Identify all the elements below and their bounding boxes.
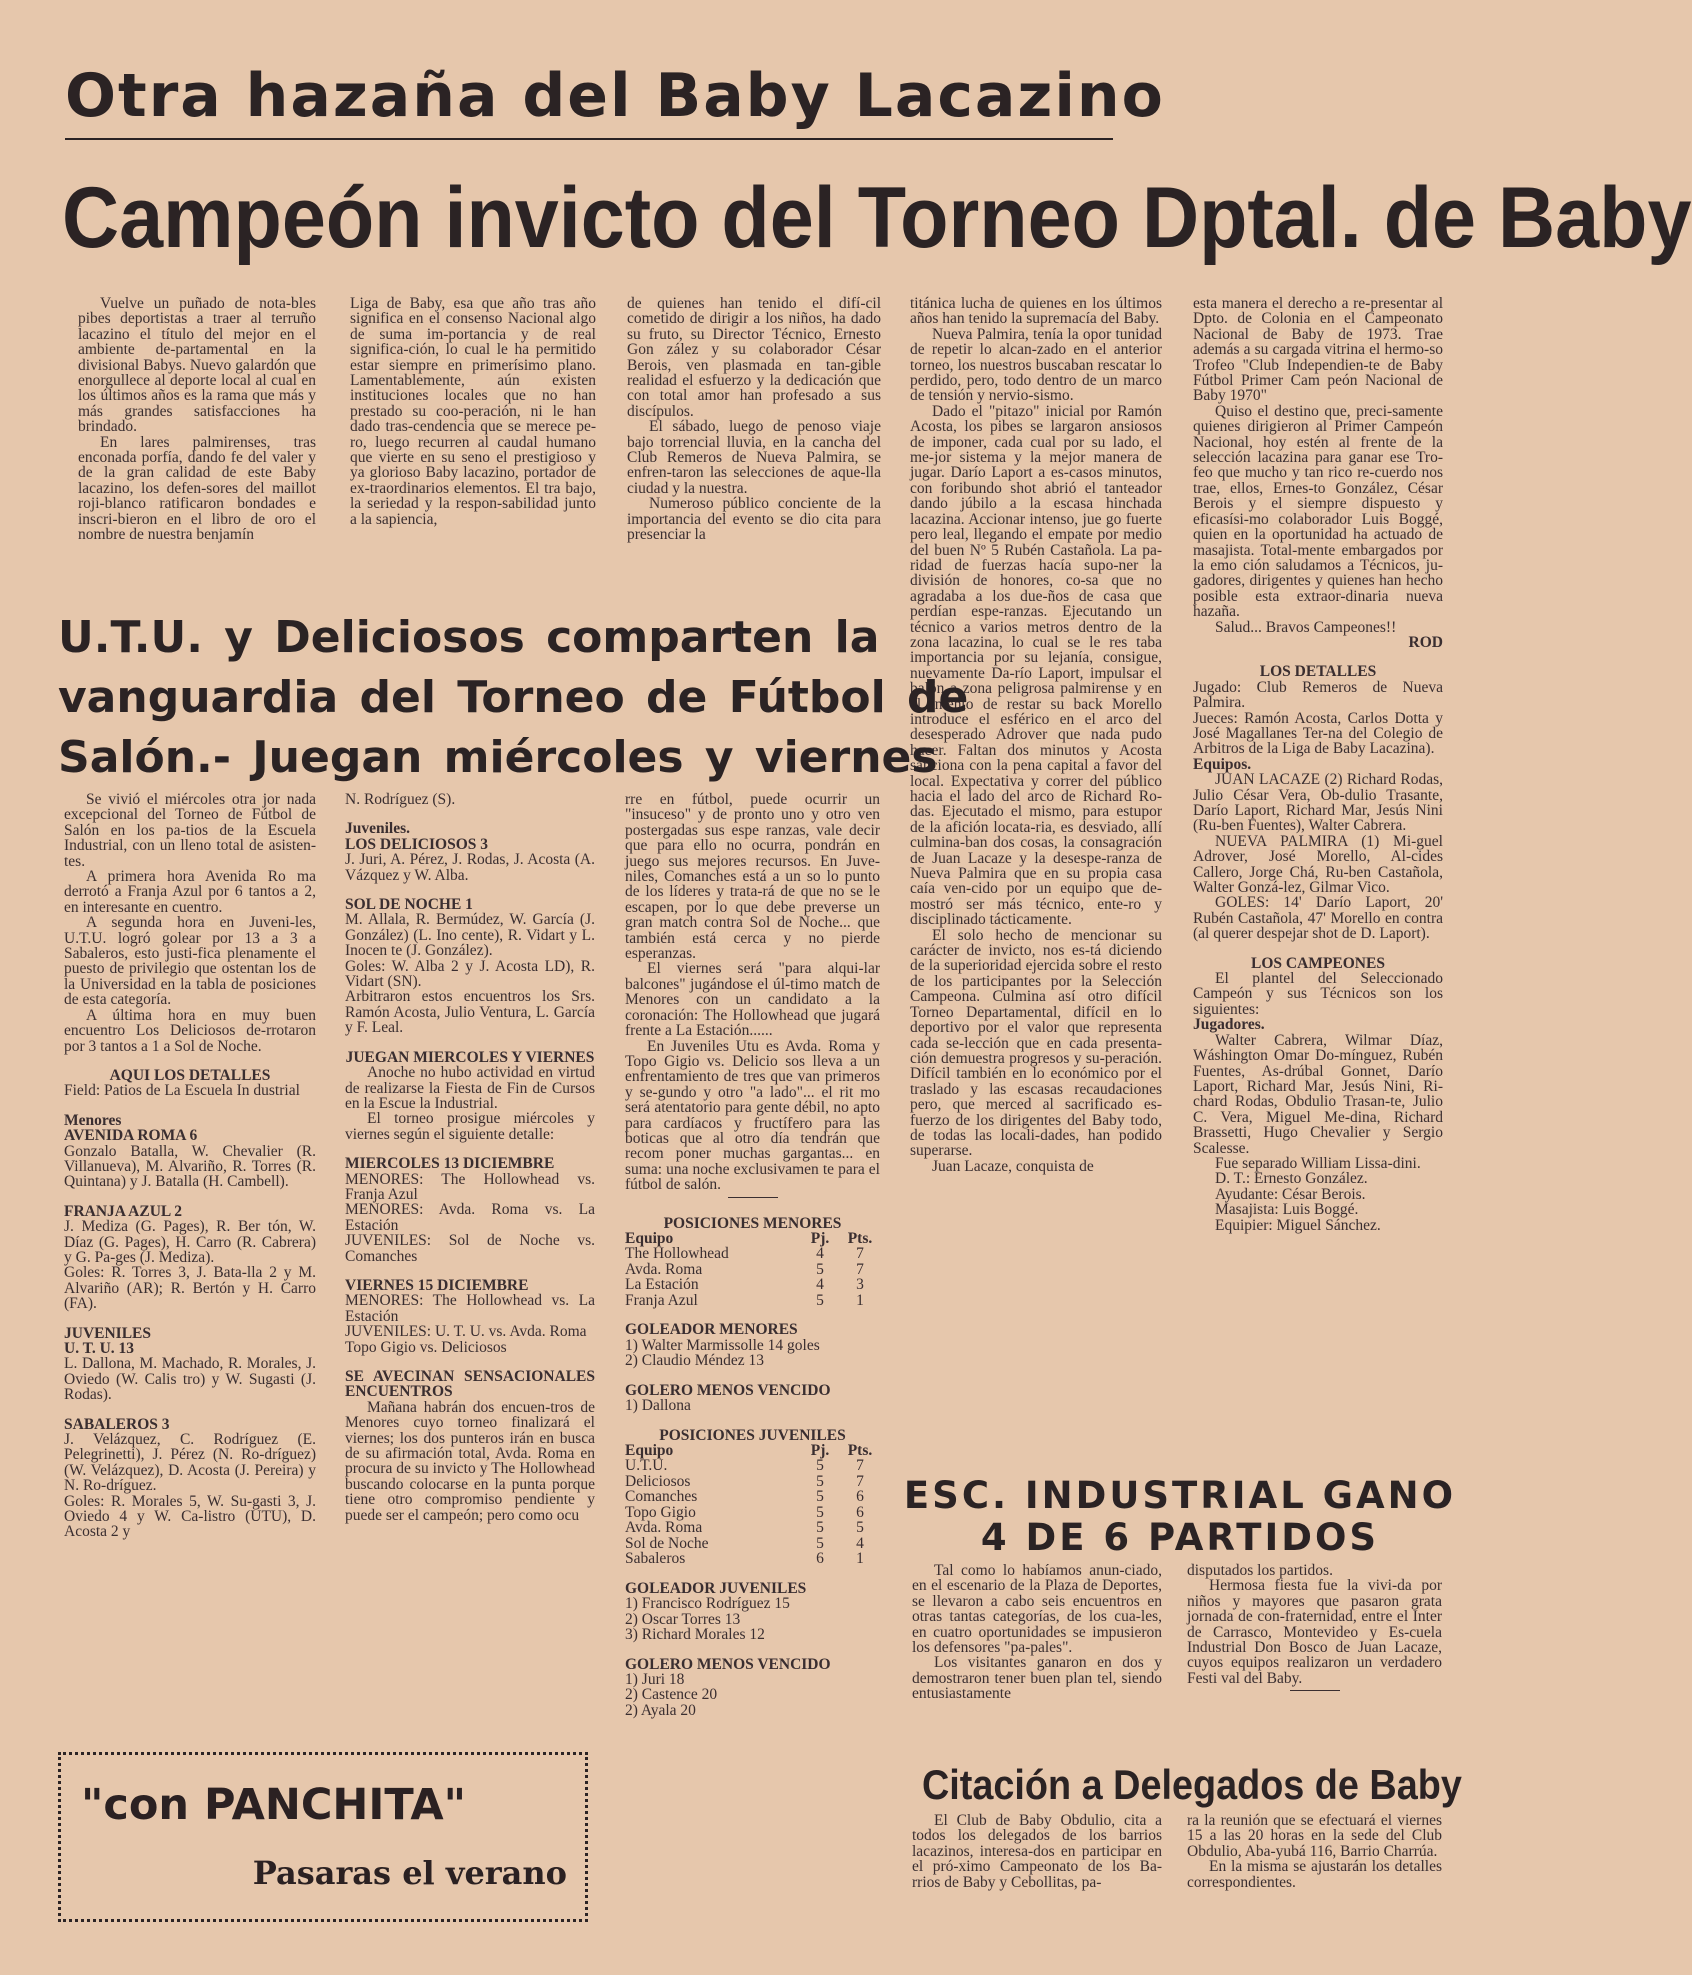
campeones-line: D. T.: Ernesto González. xyxy=(1215,1170,1368,1188)
cell: 7 xyxy=(856,1457,864,1475)
cell: Avda. Roma xyxy=(625,1260,703,1278)
headline-utu xyxy=(58,608,969,788)
team-name: AVENIDA ROMA 6 xyxy=(64,1127,198,1145)
campeones-line: Walter Cabrera, Wilmar Díaz, Wáshington Omar Do-mínguez, Rubén Fuentes, As-drúbal Gonnet, Darío Laport, Richard Mar, Jesús Nini, Ri-chard Rodas, Obdulio Trasan-te, Julio C. Vera, Miguel Me-dina, Richard Brassetti, Hugo Chevalier y Sergio Scalesse. xyxy=(1193,1031,1443,1157)
headline-citacion: Citación a Delegados de Baby xyxy=(922,1761,1462,1808)
citacion-col1 xyxy=(912,1813,1162,1890)
team-name: LOS DELICIOSOS 3 xyxy=(345,835,488,853)
ad-line1: "con PANCHITA" xyxy=(81,1780,467,1830)
paragraph: Tal como lo habíamos anun-ciado, en el escenario de la Plaza de Deportes, se llevaron a cabo seis encuentros en otras tantas categorías, de los cua-les, en cuatro oportunidades se impusieron los defensores "pa-pales". xyxy=(912,1562,1162,1657)
headline-utu-line: Salón.- Juegan miércoles y viernes xyxy=(58,732,938,783)
esc-col2 xyxy=(1187,1563,1442,1695)
detalle-line: Jueces: Ramón Acosta, Carlos Dotta y José Magallanes Ter-na del Colegio de Arbitros de la Liga de Baby Lacazina). xyxy=(1193,709,1443,758)
divider xyxy=(728,1197,778,1198)
detalle-line: GOLES: 14' Darío Laport, 20' Rubén Castañola, 47' Morello en contra (al querer despejar shot de D. Laport). xyxy=(1193,894,1443,943)
campeones-line: Equipier: Miguel Sánchez. xyxy=(1215,1216,1381,1234)
table-title: POSICIONES JUVENILES xyxy=(659,1426,846,1444)
team-name: JUVENILES xyxy=(64,1324,151,1342)
goleador-title: GOLEADOR JUVENILES xyxy=(625,1579,807,1597)
detalle-line: NUEVA PALMIRA (1) Mi-guel Adrover, José Morello, Al-cides Callero, Jorge Chá, Ru-ben Castañola, Walter Gonzá-lez, Gilmar Vico. xyxy=(1193,832,1443,897)
cell: Franja Azul xyxy=(625,1291,698,1309)
table-row xyxy=(625,1277,880,1293)
column-header: Equipo xyxy=(625,1229,674,1247)
cell: The Hollowhead xyxy=(625,1245,729,1263)
paragraph: ra la reunión que se efectuará el viernes 15 a las 20 horas en la sede del Club Obdulio, Aba-yubá 116, Barrio Charrúa. xyxy=(1187,1812,1442,1860)
golero-line: 1) Juri 18 xyxy=(625,1670,685,1688)
divider xyxy=(1290,1690,1340,1691)
goleador-title: GOLEADOR MENORES xyxy=(625,1321,798,1339)
column-header: Pts. xyxy=(847,1441,873,1459)
article1-col4 xyxy=(910,296,1162,1174)
paragraph: Numeroso público conciente de la importancia del evento se dio cita para presenciar la xyxy=(627,495,881,544)
cell: 6 xyxy=(816,1550,824,1568)
team-goals: Goles: W. Alba 2 y J. Acosta LD), R. Vidart (SN). xyxy=(345,957,595,991)
cell: Sabaleros xyxy=(625,1550,686,1568)
campeones-line: Ayudante: César Berois. xyxy=(1215,1185,1366,1203)
menores-label: Menores xyxy=(64,1111,122,1129)
field-line: Field: Patios de La Escuela In dustrial xyxy=(64,1082,300,1100)
cell: Deliciosos xyxy=(625,1472,691,1490)
paragraph: rre en fútbol, puede ocurrir un "insuceso" y de pronto uno y otro ven postergadas sus espe ranzas, vale decir que para ello no ocurra, pondrán en juego sus mejores recursos. En Juve-niles, Comanches está a un so lo punto de los líderes y trata-rá de que no se le escapen, por lo que debe preverse un gran match contra Sol de Noche... que también está cerca y no pierde esperanzas. xyxy=(625,791,880,963)
paragraph: En la misma se ajustarán los detalles correspondientes. xyxy=(1187,1858,1442,1891)
paragraph: A primera hora Avenida Ro ma derrotó a Franja Azul por 6 tantos a 2, en interesante en cuentro. xyxy=(64,868,316,916)
table-title: POSICIONES MENORES xyxy=(663,1214,842,1232)
cell: 5 xyxy=(816,1260,824,1278)
article1-col5 xyxy=(1193,296,1443,1233)
paragraph: Nueva Palmira, tenía la opor tunidad de repetir lo alcan-zado en el anterior torneo, los nuestros buscaban rescatar lo perdido, pero, todo dentro de un marco de tensión y nervio-sismo. xyxy=(910,325,1162,405)
cell: 4 xyxy=(856,1534,864,1552)
paragraph: titánica lucha de quienes en los últimos años han tenido la supremacía del Baby. xyxy=(910,295,1162,328)
posiciones-juveniles-table xyxy=(625,1443,880,1567)
column-header: Pj. xyxy=(810,1441,830,1459)
cell: Sol de Noche xyxy=(625,1534,709,1552)
cell: La Estación xyxy=(625,1276,699,1294)
goleador-line: 1) Francisco Rodríguez 15 xyxy=(625,1595,790,1613)
cell: 5 xyxy=(856,1519,864,1537)
cell: 5 xyxy=(816,1488,824,1506)
juegan-title: JUEGAN MIERCOLES Y VIERNES xyxy=(345,1048,595,1066)
cell: U.T.U. xyxy=(625,1457,668,1475)
golero-line: 1) Dallona xyxy=(625,1397,691,1415)
article1-col3 xyxy=(627,296,881,543)
table-row xyxy=(625,1293,880,1309)
paragraph: A segunda hora en Juveni-les, U.T.U. logró golear por 13 a 3 a Sabaleros, esto justi-fica plenamente el puesto de privilegio que ostentan los de la Universidad en la tabla de posiciones de esta categoría. xyxy=(64,914,316,1009)
team-name: FRANJA AZUL 2 xyxy=(64,1202,182,1220)
detalles-title: LOS DETALLES xyxy=(1259,663,1377,681)
fixture-line: MENORES: The Hollowhead vs. La Estación xyxy=(345,1292,595,1325)
paragraph: En Juveniles Utu es Avda. Roma y Topo Gigio vs. Delicio sos lleva a un enfrentamiento de tres que van primeros y se-gundo y otro "a lado"... el rit mo será atentatorio para gente débil, no apto para cardíacos y fructífero para las boticas que al otro día tendrán que recom poner muchas gargantas... en suma: una noche exclusivamen te para el fútbol de salón. xyxy=(625,1037,880,1194)
paragraph: de quienes han tenido el difí-cil cometido de dirigir a los niños, ha dado su fruto, su Director Técnico, Ernesto Gon zález y su colaborador César Berois, ven plasmada en tan-gible realidad el esfuerzo y la dedicación que con total amor han profesado a sus discípulos. xyxy=(627,295,881,420)
goleador-line: 3) Richard Morales 12 xyxy=(625,1626,765,1644)
detalle-line: Jugado: Club Remeros de Nueva Palmira. xyxy=(1193,678,1443,712)
paragraph: A última hora en muy buen encuentro Los Deliciosos de-rrotaron por 3 tantos a 1 a Sol de Noche. xyxy=(64,1006,316,1055)
headline-utu-line: vanguardia del Torneo de Fútbol de xyxy=(58,672,969,723)
headline-main: Campeón invicto del Torneo Dptal. de Baby xyxy=(62,170,1692,266)
golero-line: 2) Ayala 20 xyxy=(625,1701,696,1719)
paragraph: disputados los partidos. xyxy=(1187,1562,1333,1579)
cell: Topo Gigio xyxy=(625,1503,696,1521)
column-header: Pts. xyxy=(847,1229,873,1247)
headline-esc-line: 4 DE 6 PARTIDOS xyxy=(980,1516,1380,1559)
cell: Comanches xyxy=(625,1488,698,1506)
cell: 5 xyxy=(816,1291,824,1309)
cell: 3 xyxy=(856,1276,864,1294)
headline-esc xyxy=(900,1475,1460,1559)
table-row xyxy=(625,1505,880,1521)
fixture-line: MENORES: The Hollowhead vs. Franja Azul xyxy=(345,1170,595,1203)
cell: 1 xyxy=(856,1291,864,1309)
paragraph: Salud... Bravos Campeones!! xyxy=(1215,618,1397,636)
fixture-line: MENORES: Avda. Roma vs. La Estación xyxy=(345,1201,595,1234)
team-lineup: L. Dallona, M. Machado, R. Morales, J. Oviedo (W. Calis tro) y W. Sugasti (J. Rodas). xyxy=(64,1355,316,1404)
team-name: SABALEROS 3 xyxy=(64,1415,170,1433)
paragraph: Anoche no hubo actividad en virtud de realizarse la Fiesta de Fin de Cursos en la Escue la Industrial. xyxy=(345,1064,595,1112)
paragraph: El solo hecho de mencionar su carácter de invicto, nos es-tá diciendo de la superioridad ejercida sobre el resto de los participantes por la Selección Campeona. Culmina así otro difícil Torneo Departamental, difícil en lo deportivo por el valor que representa cada se-lección que en cada presenta-ción demuestra progresos y su-peración. Difícil también en lo económico por el traslado y las escasas recaudaciones pero, que merced al sacrificado es-fuerzo de los dirigentes del Baby todo, de todas las locali-dades, han podido superarse. xyxy=(910,926,1162,1160)
table-row xyxy=(625,1458,880,1474)
team-goals: Goles: R. Morales 5, W. Su-gasti 3, J. Oviedo 4 y W. Ca-listro (UTU), D. Acosta 2 y xyxy=(64,1492,316,1541)
article1-col2 xyxy=(350,296,596,527)
cell: 7 xyxy=(856,1472,864,1490)
arbitros-line: Arbitraron estos encuentros los Srs. Ramón Acosta, Julio Ventura, L. García y F. Leal. xyxy=(345,988,595,1037)
paragraph: El viernes será "para alqui-lar balcones" jugándose el úl-timo match de Menores con un candidato a la coronación: The Hollowhead que jugará frente a La Estación...... xyxy=(625,960,880,1040)
paragraph: Vuelve un puñado de nota-bles pibes deportistas a traer al terruño lacazino el título del mejor en el ambiente de-partamental en la divisional Babys. Nuevo galardón que enorgullece al deporte local al cual en los últimos años es la rama que más y más grandes satisfacciones ha brindado. xyxy=(78,295,316,436)
citacion-col2 xyxy=(1187,1813,1442,1890)
panchita-ad xyxy=(58,1752,588,1922)
headline-top: Otra hazaña del Baby Lacazino xyxy=(65,61,1165,131)
cell: 6 xyxy=(856,1488,864,1506)
table-row xyxy=(625,1262,880,1278)
team-name: U. T. U. 13 xyxy=(64,1340,135,1357)
aqui-title: AQUI LOS DETALLES xyxy=(109,1066,271,1084)
fixture-line: JUVENILES: U. T. U. vs. Avda. Roma xyxy=(345,1323,587,1341)
esc-col1 xyxy=(912,1563,1162,1702)
paragraph: esta manera el derecho a re-presentar al Dpto. de Colonia en el Campeonato Nacional de Baby de 1973. Trae además a su cargada vitrina el hermo-so Trofeo "Club Independien-te de Baby Fútbol Primer Cam peón Nacional de Baby 1970" xyxy=(1193,295,1443,405)
fixture-line: Topo Gigio vs. Deliciosos xyxy=(345,1338,507,1356)
paragraph: Liga de Baby, esa que año tras año significa en el consenso Nacional algo de suma im-portancia y de real significa-ción, lo cual le ha permitido estar siempre en primerísimo plano. Lamentablemente, aún existen instituciones locales que no han prestado su coo-peración, ni le han dado tras-cendencia que se merece pe-ro, luego recurren al caudal humano que vierte en su seno el prestigioso y ya glorioso Baby lacazino, portador de ex-traordinarios elementos. El tra bajo, la seriedad y la respon-sabilidad junto a la sapiencia, xyxy=(350,295,596,528)
article2-col2 xyxy=(345,792,595,1523)
cell: 6 xyxy=(856,1503,864,1521)
headline-utu-line: U.T.U. y Deliciosos comparten la xyxy=(58,612,880,663)
cell: 5 xyxy=(816,1457,824,1475)
paragraph: Mañana habrán dos encuen-tros de Menores cuyo torneo finalizará el viernes; los dos punteros irán en busca de su afirmación total, Avda. Roma en procura de su invicto y The Hollowhead buscando colocarse en la punta porque tiene otro compromiso pendiente y puede ser el campeón; pero como ocu xyxy=(345,1398,595,1524)
carry-line: N. Rodríguez (S). xyxy=(345,791,456,808)
paragraph: Quiso el destino que, preci-samente quienes dirigieron al Primer Campeón Nacional, hoy estén al frente de la selección lacazina para ganar ese Tro-feo que mucho y tan rico re-cuerdo nos trae, ellos, Ernes-to González, César Berois y el siempre dispuesto y eficasísi-mo colaborador Luis Boggé, quien en la oportunidad ha actuado de masajista. Total-mente embargados por la emo ción saludamos a Técnicos, ju-gadores, dirigentes y quienes han hecho posible esta extraor-dinaria nueva hazaña. xyxy=(1193,402,1443,621)
detalle-line: Equipos. xyxy=(1193,755,1252,773)
team-lineup: M. Allala, R. Bermúdez, W. García (J. González) (L. Ino cente), R. Vidart y L. Inocen te (J. González). xyxy=(345,911,595,960)
juveniles-label: Juveniles. xyxy=(345,820,411,838)
ad-line2: Pasaras el verano xyxy=(252,1854,567,1892)
cell: 7 xyxy=(856,1260,864,1278)
cell: 4 xyxy=(816,1245,824,1263)
team-lineup: J. Mediza (G. Pages), R. Ber tón, W. Díaz (G. Pages), H. Carro (R. Cabrera) y G. Pa-ges (J. Mediza). xyxy=(64,1218,316,1266)
cell: 5 xyxy=(816,1472,824,1490)
goleador-line: 2) Oscar Torres 13 xyxy=(625,1610,741,1628)
headline-esc-line: ESC. INDUSTRIAL GANO xyxy=(903,1474,1457,1517)
team-goals: Goles: R. Torres 3, J. Bata-lla 2 y M. Alvariño (AR); R. Bertón y H. Carro (FA). xyxy=(64,1264,316,1313)
cell: 4 xyxy=(816,1276,824,1294)
column-header: Equipo xyxy=(625,1441,674,1459)
fixture-title: MIERCOLES 13 DICIEMBRE xyxy=(345,1155,555,1173)
cell: Avda. Roma xyxy=(625,1519,703,1537)
column-header: Pj. xyxy=(810,1229,830,1247)
goleador-line: 1) Walter Marmissolle 14 goles xyxy=(625,1336,820,1354)
cell: 1 xyxy=(856,1550,864,1568)
team-lineup: J. Juri, A. Pérez, J. Rodas, J. Acosta (A. Vázquez y W. Alba. xyxy=(345,851,595,884)
campeones-line: Masajista: Luis Boggé. xyxy=(1215,1201,1359,1219)
cell: 7 xyxy=(856,1245,864,1263)
paragraph: El Club de Baby Obdulio, cita a todos los delegados de los barrios lacazinos, interesa-dos en participar en el pró-ximo Campeonato de los Ba-rrios de Baby y Cebollitas, pa- xyxy=(912,1812,1162,1891)
headline-rule xyxy=(65,138,1113,140)
fixture-line: JUVENILES: Sol de Noche vs. Comanches xyxy=(345,1232,595,1265)
posiciones-menores-table xyxy=(625,1231,880,1309)
paragraph: El torneo prosigue miércoles y viernes según el siguiente detalle: xyxy=(345,1110,595,1143)
article2-col1 xyxy=(64,792,316,1540)
campeones-line: Fue separado William Lissa-dini. xyxy=(1215,1154,1421,1172)
paragraph: Se vivió el miércoles otra jor nada excepcional del Torneo de Fútbol de Salón en los pa-tios de la Escuela Industrial, con un lleno total de asisten-tes. xyxy=(64,791,316,870)
paragraph: En lares palmirenses, tras enconada porfía, dando fe del valer y de la gran calidad de este Baby lacazino, los defen-sores del maillot roji-blanco ratificaron bondades e inscri-bieron en el libro de oro el nombre de nuestra benjamín xyxy=(78,433,316,544)
golero-title: GOLERO MENOS VENCIDO xyxy=(625,1381,831,1399)
team-name: SOL DE NOCHE 1 xyxy=(345,896,473,914)
fixture-title: VIERNES 15 DICIEMBRE xyxy=(345,1276,529,1294)
table-row xyxy=(625,1520,880,1536)
paragraph: Juan Lacaze, conquista de xyxy=(932,1157,1094,1175)
table-row xyxy=(625,1489,880,1505)
campeones-line: El plantel del Seleccionado Campeón y sus Técnicos son los siguientes: xyxy=(1193,970,1443,1018)
table-row xyxy=(625,1551,880,1567)
campeones-line: Jugadores. xyxy=(1193,1016,1265,1034)
detalle-line: JUAN LACAZE (2) Richard Rodas, Julio César Vera, Ob-dulio Trasante, Darío Laport, Richard Mar, Jesús Nini (Ru-ben Fuentes), Walter Cabrera. xyxy=(1193,771,1443,835)
avecinan-title: SE AVECINAN SENSACIONALES ENCUENTROS xyxy=(345,1368,595,1401)
paragraph: Hermosa fiesta fue la vivi-da por niños y mayores que pasaron grata jornada de con-fraternidad, entre el Inter de Carrasco, Montevideo y Es-cuela Industrial Don Bosco de Juan Lacaze, cuyos equipos realizaron un verdadero Festi val del Baby. xyxy=(1187,1577,1442,1687)
article1-col1 xyxy=(78,296,316,543)
team-lineup: J. Velázquez, C. Rodríguez (E. Pelegrinetti), J. Pérez (N. Ro-dríguez) (W. Velázquez), D. Acosta (J. Pereira) y N. Ro-dríguez. xyxy=(64,1431,316,1495)
golero-line: 2) Castence 20 xyxy=(625,1686,718,1704)
team-lineup: Gonzalo Batalla, W. Chevalier (R. Villanueva), M. Alvariño, R. Torres (R. Quintana) y J. Batalla (H. Cambell). xyxy=(64,1142,316,1191)
goleador-line: 2) Claudio Méndez 13 xyxy=(625,1352,765,1370)
signature: ROD xyxy=(1408,633,1443,651)
paragraph: Dado el "pitazo" inicial por Ramón Acosta, los pibes se largaron ansiosos de imponer, cada cual por su lado, el me-jor sistema y la mejor manera de jugar. Darío Laport a es-casos minutos, con foribundo shot abrió el tanteador dando júbilo a la escasa hinchada lacazina. Accionar intenso, jue go fuerte pero leal, llegando el empate por medio del buen Nº 5 Rubén Castañola. La pa-ridad de fuerzas hacía supo-ner la división de honores, co-sa que no agradaba a los due-ños de casa que perdían espe-ranzas. Ejecutando un técnico a varios metros dentro de la zona lacazina, lo cual se le res taba importancia por su lejanía, consigue, nuevamente Da-río Laport, impulsar el balón a zona peligrosa palmirense y en el intento de restar su back Morello introduce el esférico en el arco del desesperado Adrover que nada pudo hacer. Faltan dos minutos y Acosta sanciona con la pena capital a favor del local. Expectativa y correr del público hacia el lado del arco de Richard Ro-das. Ejecutado el mismo, para estupor de la afición locata-ria, es desviado, allí culmina-ban dos cosas, la consagración de Juan Lacaze y la desespe-ranza de Nueva Palmira que en su propia casa caía ven-cido por un equipo que de-mostró ser más técnico, ente-ro y disciplinado tácticamente. xyxy=(910,402,1162,929)
cell: 5 xyxy=(816,1503,824,1521)
paragraph: El sábado, luego de penoso viaje bajo torrencial lluvia, en la cancha del Club Remeros de Nueva Palmira, se enfren-taron las selecciones de aque-lla ciudad y la nuestra. xyxy=(627,418,881,497)
table-row xyxy=(625,1536,880,1552)
golero-title: GOLERO MENOS VENCIDO xyxy=(625,1655,831,1673)
table-row xyxy=(625,1474,880,1490)
cell: 5 xyxy=(816,1519,824,1537)
cell: 5 xyxy=(816,1534,824,1552)
table-row xyxy=(625,1246,880,1262)
campeones-title: LOS CAMPEONES xyxy=(1251,954,1385,972)
article2-col3 xyxy=(625,792,880,1718)
paragraph: Los visitantes ganaron en dos y demostraron tener buen plan tel, siendo entusiastamente xyxy=(912,1654,1162,1703)
